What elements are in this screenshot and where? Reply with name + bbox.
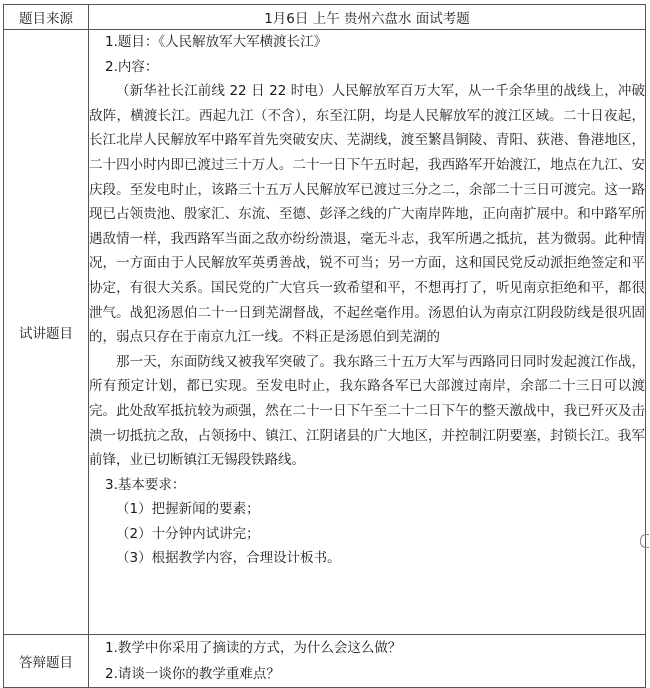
article-paragraph-2: 那一天，东面防线又被我军突破了。我东路三十五万大军与西路同日同时发起渡江作战，所有预定计划，都已实现。至发电时止，我东路各军已大部渡过南岸，余部二十三日可以渡完。此处敌军抵抗较为顽强，然在二十一日下午至二十二日下午的整天激战中，我已歼灭及击溃一切抵抗之敌，占领扬中、镇江、江阴诸县的广大地区，并控制江阴要塞，封锁长江。我军前锋，业已切断镇江无锡段铁路线。 bbox=[89, 353, 645, 469]
lecture-row bbox=[4, 30, 646, 635]
requirement-item-2: （2）十分钟内试讲完； bbox=[116, 525, 260, 542]
requirement-item-1: （1）把握新闻的要素； bbox=[116, 501, 260, 518]
interview-question-table bbox=[3, 4, 646, 688]
source-value: 1月6日 上午 贵州六盘水 面试考题 bbox=[89, 5, 646, 30]
lecture-label: 试讲题目 bbox=[4, 30, 89, 635]
content-heading: 2.内容： bbox=[105, 58, 159, 75]
page-edge-marker bbox=[640, 534, 649, 548]
defense-content bbox=[89, 635, 646, 688]
defense-label: 答辩题目 bbox=[4, 635, 89, 688]
requirements-heading: 3.基本要求： bbox=[105, 476, 186, 493]
lecture-title: 1.题目：《人民解放军大军横渡长江》 bbox=[105, 34, 328, 50]
source-label: 题目来源 bbox=[4, 5, 89, 30]
article-paragraph-1: （新华社长江前线 22 日 22 时电）人民解放军百万大军，从一千余华里的战线上，冲破敌阵，横渡长江。西起九江（不含），东至江阴，均是人民解放军的渡江区域。二十日夜起，长江北岸人民解放军中路军首先突破安庆、芜湖线，渡至繁昌铜陵、青阳、荻港、鲁港地区，二十四小时内即已渡过三十万人。二十一日下午五时起，我西路军开始渡江，地点在九江、安庆段。至发电时止，该路三十五万人民解放军已渡过三分之二，余部二十三日可渡完。这一路现已占领贵池、殷家汇、东流、至德、彭泽之线的广大南岸阵地，正向南扩展中。和中路军所遇敌情一样，我西路军当面之敌亦纷纷溃退，毫无斗志，我军所遇之抵抗，甚为微弱。此种情况，一方面由于人民解放军英勇善战，锐不可当；另一方面，这和国民党反动派拒绝签定和平协定，有很大关系。国民党的广大官兵一致希望和平，不想再打了，听见南京拒绝和平，都很泄气。战犯汤恩伯二十一日到芜湖督战，不起丝毫作用。汤恩伯认为南京江阴段防线是很巩固的，弱点只存在于南京九江一线。不料正是汤恩伯到芜湖的 bbox=[89, 83, 645, 346]
defense-row bbox=[4, 635, 646, 688]
defense-question-1: 1.教学中你采用了摘读的方式，为什么会这么做？ bbox=[105, 640, 402, 656]
source-row bbox=[4, 5, 646, 30]
defense-question-2: 2.请谈一谈你的教学重难点？ bbox=[105, 666, 280, 682]
lecture-content bbox=[89, 30, 646, 635]
requirement-item-3: （3）根据教学内容，合理设计板书。 bbox=[116, 550, 341, 567]
